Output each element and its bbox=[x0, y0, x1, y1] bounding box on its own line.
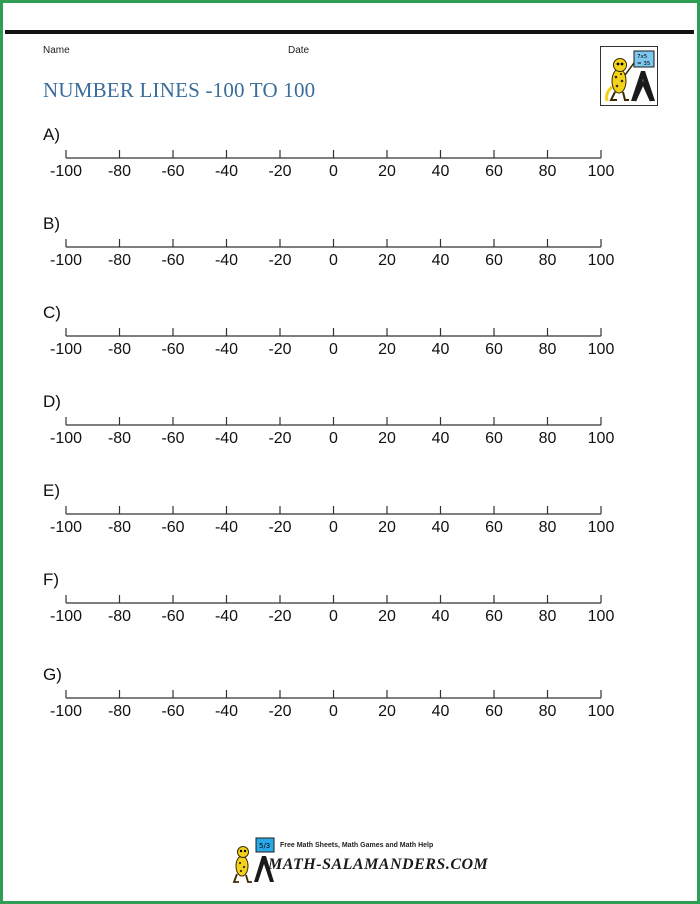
tick-label: -100 bbox=[49, 252, 83, 269]
tick-label: -100 bbox=[49, 519, 83, 536]
tick-label: 0 bbox=[329, 430, 338, 447]
tick-label: 60 bbox=[485, 430, 503, 447]
tick-label: -20 bbox=[268, 703, 292, 720]
tick-label: 0 bbox=[329, 163, 338, 180]
tick-label: -100 bbox=[49, 163, 83, 180]
number-line bbox=[66, 150, 601, 158]
tick-label: -60 bbox=[161, 430, 185, 447]
tick-label: -100 bbox=[49, 703, 83, 720]
number-line-label: B) bbox=[43, 214, 60, 233]
tick-label: 60 bbox=[485, 341, 503, 358]
tick-label: 20 bbox=[378, 430, 396, 447]
tick-label: -80 bbox=[107, 163, 132, 180]
number-line bbox=[66, 595, 601, 603]
footer-tagline: Free Math Sheets, Math Games and Math Help bbox=[280, 842, 434, 849]
number-line-label: G) bbox=[43, 665, 62, 684]
number-line-label: E) bbox=[43, 481, 60, 500]
tick-label: -20 bbox=[268, 608, 292, 625]
tick-label: 0 bbox=[329, 519, 338, 536]
tick-label: 80 bbox=[538, 608, 557, 625]
tick-label: 0 bbox=[329, 341, 338, 358]
tick-label: -100 bbox=[49, 430, 83, 447]
tick-label: 60 bbox=[485, 703, 503, 720]
tick-label: 100 bbox=[587, 430, 615, 447]
tick-label: -40 bbox=[214, 703, 239, 720]
tick-label: 20 bbox=[378, 703, 396, 720]
tick-label: 40 bbox=[431, 252, 450, 269]
number-line bbox=[66, 690, 601, 698]
tick-label: -60 bbox=[161, 252, 185, 269]
tick-label: 60 bbox=[485, 519, 503, 536]
tick-label: 40 bbox=[431, 341, 450, 358]
number-line bbox=[66, 506, 601, 514]
tick-label: -40 bbox=[214, 519, 239, 536]
tick-label: 60 bbox=[485, 252, 503, 269]
tick-label: 100 bbox=[587, 703, 615, 720]
tick-label: 100 bbox=[587, 252, 615, 269]
tick-label: -40 bbox=[214, 341, 239, 358]
tick-label: 80 bbox=[538, 252, 557, 269]
tick-label: -60 bbox=[161, 163, 185, 180]
tick-label: 0 bbox=[329, 703, 338, 720]
tick-label: -60 bbox=[161, 519, 185, 536]
board-text-1: 7x5 bbox=[637, 54, 648, 60]
tick-label: -60 bbox=[161, 608, 185, 625]
tick-label: 0 bbox=[329, 608, 338, 625]
tick-label: 100 bbox=[587, 341, 615, 358]
tick-label: 40 bbox=[431, 430, 450, 447]
tick-label: -80 bbox=[107, 519, 132, 536]
footer-board-text: 5/3 bbox=[259, 842, 271, 850]
board-text-2: = 35 bbox=[637, 61, 651, 67]
tick-label: 100 bbox=[587, 163, 615, 180]
tick-label: 100 bbox=[587, 519, 615, 536]
number-line bbox=[66, 328, 601, 336]
tick-label: -20 bbox=[268, 519, 292, 536]
tick-label: 60 bbox=[485, 163, 503, 180]
tick-label: -100 bbox=[49, 608, 83, 625]
tick-label: -20 bbox=[268, 341, 292, 358]
tick-label: -80 bbox=[107, 703, 132, 720]
tick-label: 60 bbox=[485, 608, 503, 625]
tick-label: -80 bbox=[107, 430, 132, 447]
tick-label: -40 bbox=[214, 608, 239, 625]
tick-label: -20 bbox=[268, 252, 292, 269]
tick-label: -40 bbox=[214, 252, 239, 269]
tick-label: 20 bbox=[378, 608, 396, 625]
date-label: Date bbox=[288, 45, 310, 56]
tick-label: 20 bbox=[378, 519, 396, 536]
tick-label: 20 bbox=[378, 252, 396, 269]
number-line-label: F) bbox=[43, 570, 60, 589]
tick-label: -20 bbox=[268, 163, 292, 180]
number-line-label: D) bbox=[43, 392, 61, 411]
tick-label: -80 bbox=[107, 608, 132, 625]
number-line-label: A) bbox=[43, 125, 60, 144]
tick-label: -100 bbox=[49, 341, 83, 358]
tick-label: 40 bbox=[431, 703, 450, 720]
tick-label: 80 bbox=[538, 519, 557, 536]
tick-label: 80 bbox=[538, 430, 557, 447]
name-label: Name bbox=[43, 45, 70, 56]
tick-label: -20 bbox=[268, 430, 292, 447]
tick-label: -40 bbox=[214, 430, 239, 447]
tick-label: 40 bbox=[431, 519, 450, 536]
worksheet-title: NUMBER LINES -100 TO 100 bbox=[43, 78, 316, 102]
tick-label: 80 bbox=[538, 703, 557, 720]
number-line bbox=[66, 417, 601, 425]
tick-label: 80 bbox=[538, 341, 557, 358]
tick-label: -80 bbox=[107, 341, 132, 358]
tick-label: 100 bbox=[587, 608, 615, 625]
number-line-label: C) bbox=[43, 303, 61, 322]
tick-label: -60 bbox=[161, 341, 185, 358]
number-line bbox=[66, 239, 601, 247]
footer-site-name[interactable]: MATH-SALAMANDERS.COM bbox=[268, 856, 489, 873]
tick-label: 40 bbox=[431, 163, 450, 180]
tick-label: -80 bbox=[107, 252, 132, 269]
tick-label: 20 bbox=[378, 341, 396, 358]
tick-label: 40 bbox=[431, 608, 450, 625]
tick-label: 20 bbox=[378, 163, 396, 180]
tick-label: -60 bbox=[161, 703, 185, 720]
tick-label: 0 bbox=[329, 252, 338, 269]
tick-label: -40 bbox=[214, 163, 239, 180]
tick-label: 80 bbox=[538, 163, 557, 180]
